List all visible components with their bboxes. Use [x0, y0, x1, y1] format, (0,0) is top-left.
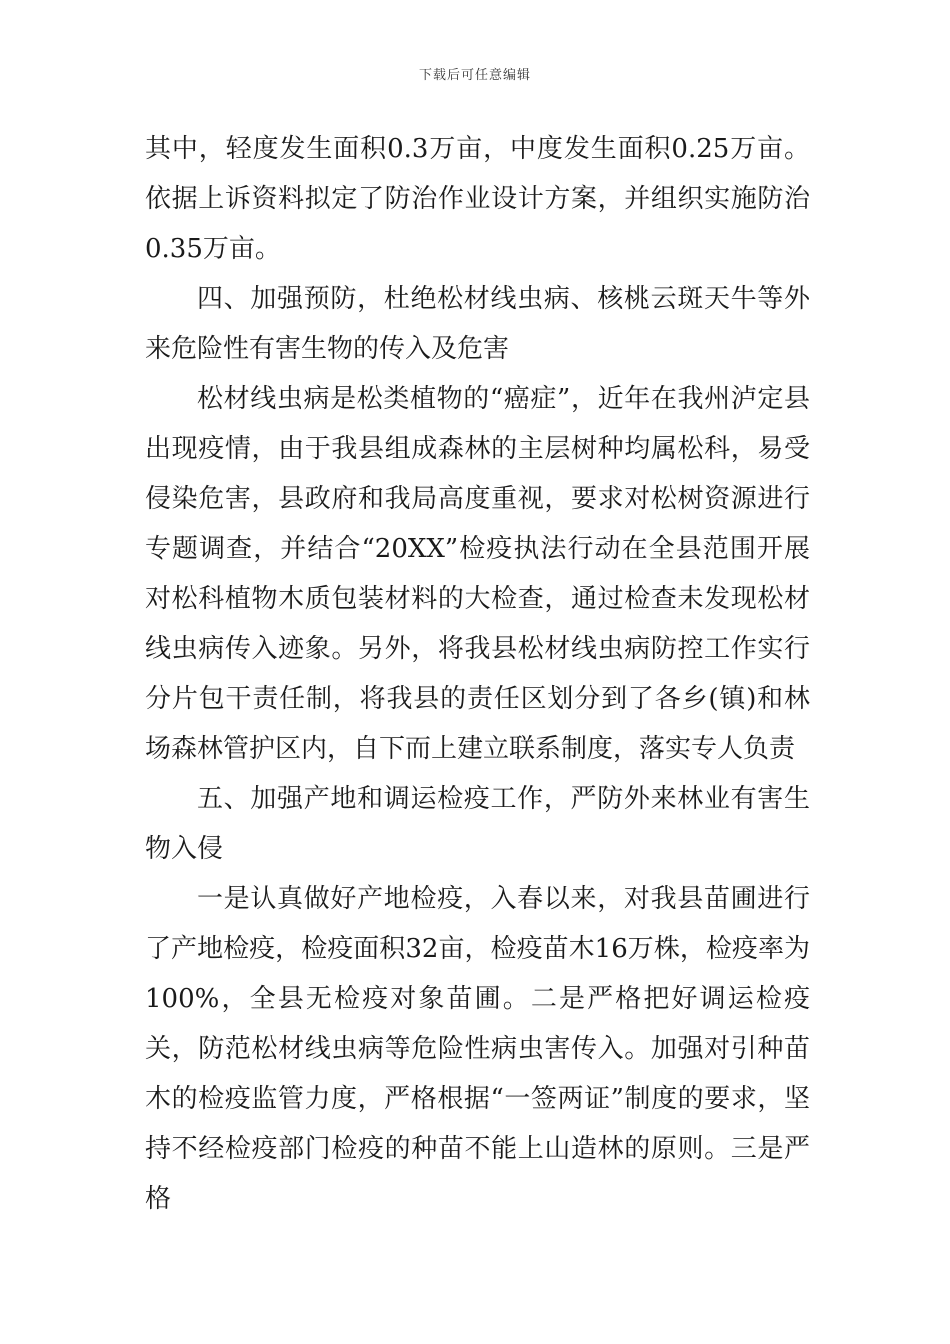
paragraph-5: 一是认真做好产地检疫，入春以来，对我县苗圃进行了产地检疫，检疫面积32亩，检疫苗木16万株，检疫率为100%，全县无检疫对象苗圃。二是严格把好调运检疫关，防范松材线虫病等危险性病虫害传入。加强对引种苗木的检疫监管力度，严格根据“一签两证”制度的要求，坚持不经检疫部门检疫的种苗不能上山造林的原则。三是严格	[145, 884, 810, 1214]
page-header: 下载后可任意编辑	[418, 68, 531, 83]
document-body	[145, 124, 810, 1224]
paragraph-2-heading-four: 四、加强预防，杜绝松材线虫病、核桃云斑天牛等外来危险性有害生物的传入及危害	[145, 284, 810, 364]
paragraph-4-heading-five: 五、加强产地和调运检疫工作，严防外来林业有害生物入侵	[145, 784, 810, 864]
paragraph-1: 其中，轻度发生面积0.3万亩，中度发生面积0.25万亩。依据上诉资料拟定了防治作业设计方案，并组织实施防治0.35万亩。	[145, 134, 810, 264]
paragraph-3: 松材线虫病是松类植物的“癌症”，近年在我州泸定县出现疫情，由于我县组成森林的主层树种均属松科，易受侵染危害，县政府和我局高度重视，要求对松树资源进行专题调查，并结合“20XX”检疫执法行动在全县范围开展对松科植物木质包装材料的大检查，通过检查未发现松材线虫病传入迹象。另外，将我县松材线虫病防控工作实行分片包干责任制，将我县的责任区划分到了各乡(镇)和林场森林管护区内，自下而上建立联系制度，落实专人负责	[145, 384, 810, 764]
